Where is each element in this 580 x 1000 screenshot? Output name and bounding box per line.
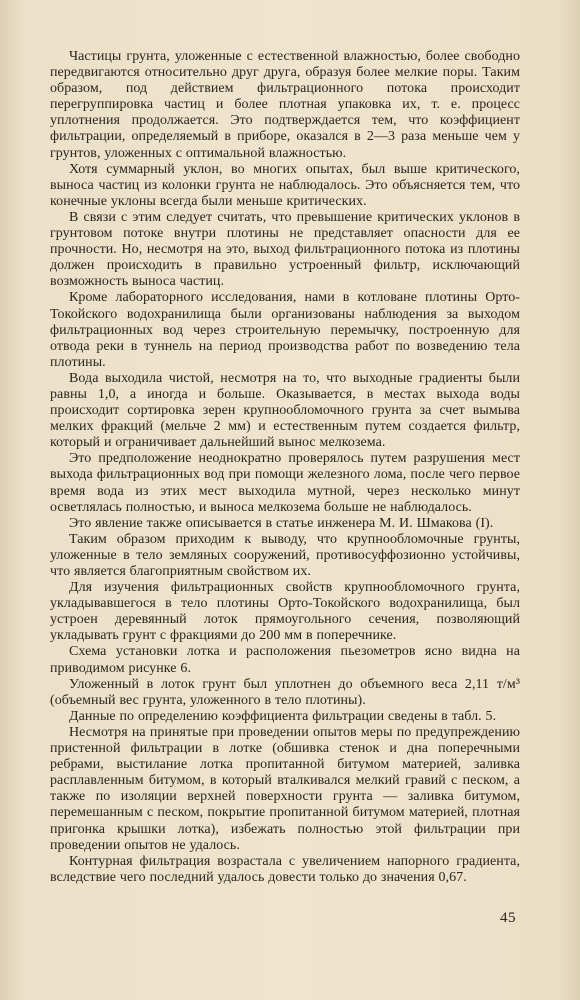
paragraph-6: Это предположение неоднократно проверялось путем разрушения мест выхода фильтрационных вод при помощи железного лома, после чего первое время вода из этих мест выходила мутной, через несколько минут осветлялась полностью, и выноса мелкозема больше не наблюдалось. bbox=[50, 451, 520, 515]
paragraph-7: Это явление также описывается в статье инженера М. И. Шмакова (I). bbox=[69, 515, 494, 531]
paragraph-14: Контурная фильтрация возрастала с увеличением напорного градиента, вследствие чего последний удалось довести только до значения 0,67. bbox=[50, 853, 520, 885]
page-body bbox=[50, 49, 520, 886]
paragraph-1: Частицы грунта, уложенные с естественной влажностью, более свободно передвигаются относительно друг друга, образуя более мелкие поры. Таким образом, под действием фильтрационного потока происходит перегруппировка частиц и более плотная упаковка их, т. е. процесс уплотнения продолжается. Это подтверждается тем, что коэффициент фильтрации, определяемый в приборе, оказался в 2—3 раза меньше чем у грунтов, уложенных с оптимальной влажностью. bbox=[50, 49, 520, 161]
page-number: 45 bbox=[500, 910, 516, 926]
paragraph-2: Хотя суммарный уклон, во многих опытах, был выше критического, выноса частиц из колонки грунта не наблюдалось. Это объясняется тем, что конечные уклоны всегда были меньше критических. bbox=[50, 161, 520, 209]
paragraph-10: Схема установки лотка и расположения пьезометров ясно видна на приводимом рисунке 6. bbox=[50, 644, 520, 676]
paragraph-11: Уложенный в лоток грунт был уплотнен до объемного веса 2,11 т/м³ (объемный вес грунта, уложенного в тело плотины). bbox=[50, 676, 520, 708]
paragraph-4: Кроме лабораторного исследования, нами в котловане плотины Орто-Токойского водохранилища были организованы наблюдения за выходом фильтрационных вод через строительную перемычку, построенную для отвода реки в туннель на период производства работ по возведению тела плотины. bbox=[50, 290, 520, 370]
paragraph-8: Таким образом приходим к выводу, что крупнообломочные грунты, уложенные в тело земляных сооружений, противосуффозионно устойчивы, что является благоприятным свойством их. bbox=[50, 531, 520, 579]
paragraph-12: Данные по определению коэффициента фильтрации сведены в табл. 5. bbox=[69, 708, 497, 724]
paragraph-3: В связи с этим следует считать, что превышение критических уклонов в грунтовом потоке внутри плотины не представляет опасности для ее прочности. Но, несмотря на это, выход фильтрационного потока из плотины должен происходить в правильно устроенный фильтр, исключающий возможность выноса частиц. bbox=[50, 209, 520, 290]
paragraph-9: Для изучения фильтрационных свойств крупнообломочного грунта, укладывавшегося в тело плотины Орто-Токойского водохранилища, был устроен деревянный лоток прямоугольного сечения, позволяющий укладывать грунт с фракциями до 200 мм в поперечнике. bbox=[50, 580, 520, 644]
paragraph-13: Несмотря на принятые при проведении опытов меры по предупреждению пристенной фильтрации в лотке (обшивка стенок и дна поперечными ребрами, выстилание лотка пропитанной битумом материей, заливка расплавленным битумом, в который вталкивался мелкий гравий с песком, а также по изоляции верхней поверхности грунта — заливка битумом, перемешанным с песком, покрытие пропитанной битумом материей, плотная пригонка крышки лотка), избежать полностью этой фильтрации при проведении опытов не удалось. bbox=[50, 724, 520, 853]
paragraph-5: Вода выходила чистой, несмотря на то, что выходные градиенты были равны 1,0, а иногда и больше. Оказывается, в местах выхода воды происходит сортировка зерен крупнообломочного грунта за счет вымыва мелких фракций (мельче 2 мм) и естественным путем создается фильтр, который и ограничивает дальнейший вынос мелкозема. bbox=[50, 370, 520, 451]
